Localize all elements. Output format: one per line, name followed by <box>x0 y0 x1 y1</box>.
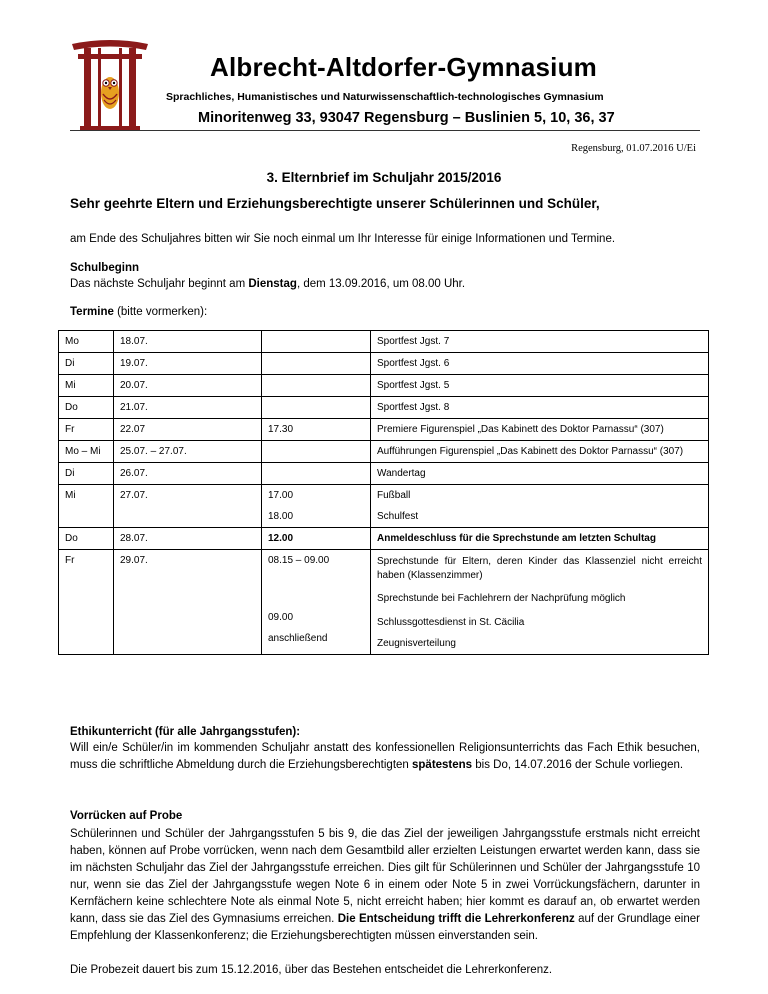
header-divider <box>70 130 700 131</box>
table-row: Di 26.07. Wandertag <box>59 463 709 485</box>
schulbeginn-heading: Schulbeginn <box>70 262 139 274</box>
ethik-heading: Ethikunterricht (für alle Jahrgangsstufen): <box>70 726 301 738</box>
table-row: Mi 27.07. 17.00 18.00 Fußball Schulfest <box>59 485 709 528</box>
salutation: Sehr geehrte Eltern und Erziehungsberechtigte unserer Schülerinnen und Schüler, <box>70 196 600 211</box>
table-row: Fr 29.07. 08.15 – 09.00 09.00 anschließend Sprechstunde für Eltern, deren Kinder das Klassenziel nicht erreicht haben (Klassenzimmer) Sprechstunde bei Fachlehrern der Nachprüfung möglich Schlussgottesdienst in St. Cäcilia Zeugnisverteilung <box>59 550 709 655</box>
owl-gate-logo <box>70 38 150 134</box>
letterhead <box>70 38 710 134</box>
school-address: Minoritenweg 33, 93047 Regensburg – Buslinien 5, 10, 36, 37 <box>198 110 615 126</box>
termine-label: Termine (bitte vormerken): <box>70 306 208 318</box>
table-row: Do 28.07. 12.00 Anmeldeschluss für die Sprechstunde am letzten Schultag <box>59 528 709 550</box>
school-name: Albrecht-Altdorfer-Gymnasium <box>210 52 597 82</box>
ethik-text: Will ein/e Schüler/in im kommenden Schuljahr anstatt des konfessionellen Religionsunterrichts das Fach Ethik besuchen, muss die schriftliche Abmeldung durch die Erziehungsberechtigten spätestens bis Do, 14.07.2016 der Schule vorliegen. <box>70 742 700 771</box>
date-line: Regensburg, 01.07.2016 U/Ei <box>571 143 696 154</box>
letter-title: 3. Elternbrief im Schuljahr 2015/2016 <box>266 170 502 185</box>
table-row: Mo – Mi 25.07. – 27.07. Aufführungen Figurenspiel „Das Kabinett des Doktor Parnassu“ (307) <box>59 441 709 463</box>
probe-heading: Vorrücken auf Probe <box>70 810 183 822</box>
table-row: Mo 18.07. Sportfest Jgst. 7 <box>59 331 709 353</box>
table-row: Mi 20.07. Sportfest Jgst. 5 <box>59 375 709 397</box>
termine-table <box>58 330 709 655</box>
table-row: Fr 22.07 17.30 Premiere Figurenspiel „Das Kabinett des Doktor Parnassu“ (307) <box>59 419 709 441</box>
intro-text: am Ende des Schuljahres bitten wir Sie noch einmal um Ihr Interesse für einige Informationen und Termine. <box>70 233 616 245</box>
probe-text: Schülerinnen und Schüler der Jahrgangsstufen 5 bis 9, die das Ziel der jeweiligen Jahrgangsstufe erstmals nicht erreicht haben, können auf Probe vorrücken, wenn nach dem Gesamtbild aller erzielten Leistungen erwartet werden kann, dass sie im nächsten Schuljahr das Ziel der Jahrgangsstufe erreichen. Dies gilt für Schülerinnen und Schüler der Jahrgangsstufe 10 nur, wenn sie das Ziel der Jahrgangsstufe wegen Note 6 in einem oder Note 5 in zwei Vorrückungsfächern, darunter in Kernfächern keine schlechtere Note als einmal Note 5, nicht erreicht haben; hier kommt es darauf an, ob erwartet werden kann, dass sie das Ziel des Gymnasiums erreichen. Die Entscheidung trifft die Lehrerkonferenz auf der Grundlage einer Empfehlung der Klassenkonferenz; die Erziehungsberechtigten müssen einverstanden sein. <box>70 828 700 942</box>
schulbeginn-text: Das nächste Schuljahr beginnt am Dienstag, dem 13.09.2016, um 08.00 Uhr. <box>70 278 466 290</box>
table-row: Di 19.07. Sportfest Jgst. 6 <box>59 353 709 375</box>
table-row: Do 21.07. Sportfest Jgst. 8 <box>59 397 709 419</box>
school-subtitle: Sprachliches, Humanistisches und Naturwissenschaftlich-technologisches Gymnasium <box>166 91 604 103</box>
probe-last-line: Die Probezeit dauert bis zum 15.12.2016, über das Bestehen entscheidet die Lehrerkonferenz. <box>70 964 553 976</box>
